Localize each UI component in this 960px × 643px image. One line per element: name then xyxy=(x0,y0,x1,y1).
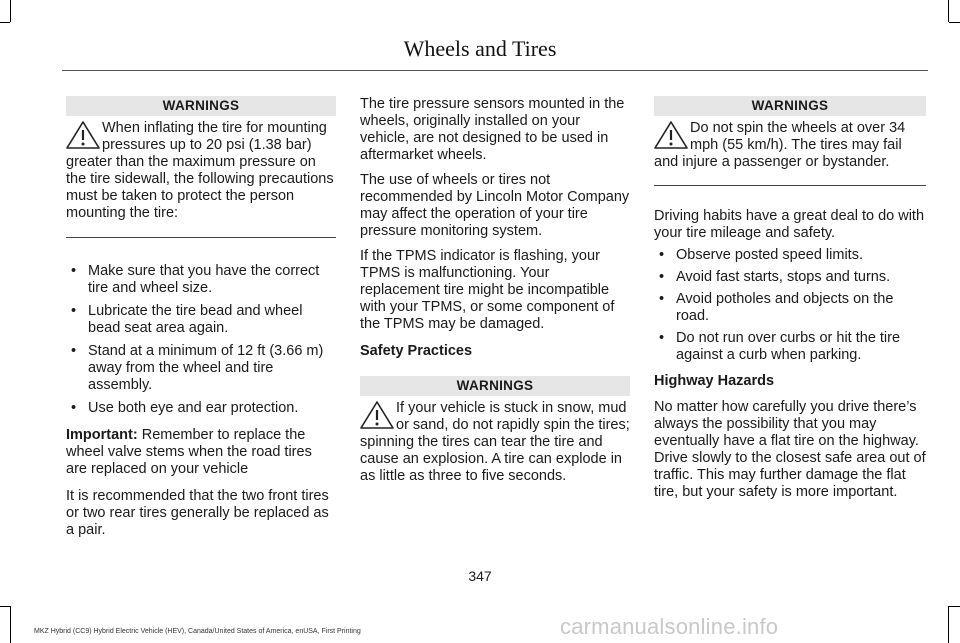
warning-rule xyxy=(66,237,336,238)
important-note xyxy=(66,427,336,478)
section-heading: Highway Hazards xyxy=(654,373,775,389)
crop-mark-top-left xyxy=(10,0,11,22)
list-item: • Avoid potholes and objects on the road. xyxy=(659,291,894,324)
warning-triangle-icon xyxy=(360,400,396,430)
section-heading: Safety Practices xyxy=(360,343,473,359)
bullet-icon: • xyxy=(71,263,77,279)
page-title: Wheels and Tires xyxy=(403,36,557,61)
warning-text: When inflating the tire for mounting pressures up to 20 psi (1.38 bar) greater than the maximum pressure on the tire sidewall, the following precautions must be taken to protect the person mounting the tire: xyxy=(66,120,334,221)
warning-heading: WARNINGS xyxy=(654,96,926,116)
bullet-icon: • xyxy=(659,269,665,285)
paragraph: No matter how carefully you drive there’s always the possibility that you may eventually have a flat tire on the highway. Drive slowly to the closest safe area out of traffic. This may further damage the flat tire, but your safety is more important. xyxy=(654,399,926,500)
crop-mark-bottom-left xyxy=(10,606,11,643)
bullet-icon: • xyxy=(659,291,665,307)
paragraph: If the TPMS indicator is flashing, your TPMS is malfunctioning. Your replacement tire might be incompatible with your TPMS, or some component of the TPMS may be damaged. xyxy=(360,248,615,332)
bullet-icon: • xyxy=(71,343,77,359)
column-2 xyxy=(360,96,630,485)
list-item: • Observe posted speed limits. xyxy=(659,247,863,263)
crop-mark-top-right-h xyxy=(949,22,960,23)
list-item: • Do not run over curbs or hit the tire against a curb when parking. xyxy=(659,330,901,363)
important-label: Important: xyxy=(66,427,138,443)
warning-triangle-icon xyxy=(66,120,102,150)
warning-heading: WARNINGS xyxy=(360,376,630,396)
paragraph: The tire pressure sensors mounted in the wheels, originally installed on your vehicle, are not designed to be used in aftermarket wheels. xyxy=(360,96,625,163)
header-rule xyxy=(62,70,928,71)
list-item: • Stand at a minimum of 12 ft (3.66 m) away from the wheel and tire assembly. xyxy=(71,343,324,393)
bullet-icon: • xyxy=(71,303,77,319)
list-item: • Avoid fast starts, stops and turns. xyxy=(659,269,891,285)
crop-mark-top-right xyxy=(948,0,949,22)
bullet-icon: • xyxy=(71,400,77,416)
bullet-icon: • xyxy=(659,330,665,346)
list-item: • Use both eye and ear protection. xyxy=(71,400,299,416)
crop-mark-bottom-right xyxy=(948,606,949,643)
important-text: Remember to replace the wheel valve stems when the road tires are replaced on your vehicle xyxy=(66,427,312,477)
warning-box xyxy=(654,120,926,171)
warning-heading: WARNINGS xyxy=(66,96,336,116)
warning-text: If your vehicle is stuck in snow, mud or sand, do not rapidly spin the tires; spinning the tires can tear the tire and cause an explosion. A tire can explode in as little as three to five seconds. xyxy=(360,400,630,484)
page-number: 347 xyxy=(468,568,492,584)
column-1 xyxy=(66,96,336,539)
watermark: carmanualsonline.info xyxy=(560,614,779,639)
crop-mark-top-left-h xyxy=(0,22,10,23)
warning-triangle-icon xyxy=(654,120,690,150)
crop-mark-bottom-right-h xyxy=(949,606,960,607)
paragraph: Driving habits have a great deal to do with your tire mileage and safety. xyxy=(654,208,925,241)
precautions-list xyxy=(66,263,336,417)
footer-text: MKZ Hybrid (CC9) Hybrid Electric Vehicle (HEV), Canada/United States of America, enUSA, First Printing xyxy=(34,628,361,635)
crop-mark-bottom-left-h xyxy=(0,606,10,607)
column-3 xyxy=(654,96,926,501)
warning-text: Do not spin the wheels at over 34 mph (55 km/h). The tires may fail and injure a passenger or bystander. xyxy=(654,120,906,170)
list-item: • Lubricate the tire bead and wheel bead seat area again. xyxy=(71,303,303,336)
warning-box xyxy=(360,400,630,485)
recommendation-text: It is recommended that the two front tires or two rear tires generally be replaced as a pair. xyxy=(66,488,329,538)
warning-rule xyxy=(654,185,926,186)
habits-list xyxy=(654,247,926,364)
paragraph: The use of wheels or tires not recommended by Lincoln Motor Company may affect the operation of your tire pressure monitoring system. xyxy=(360,172,630,239)
bullet-icon: • xyxy=(659,247,665,263)
list-item: • Make sure that you have the correct tire and wheel size. xyxy=(71,263,320,296)
warning-box xyxy=(66,120,336,222)
